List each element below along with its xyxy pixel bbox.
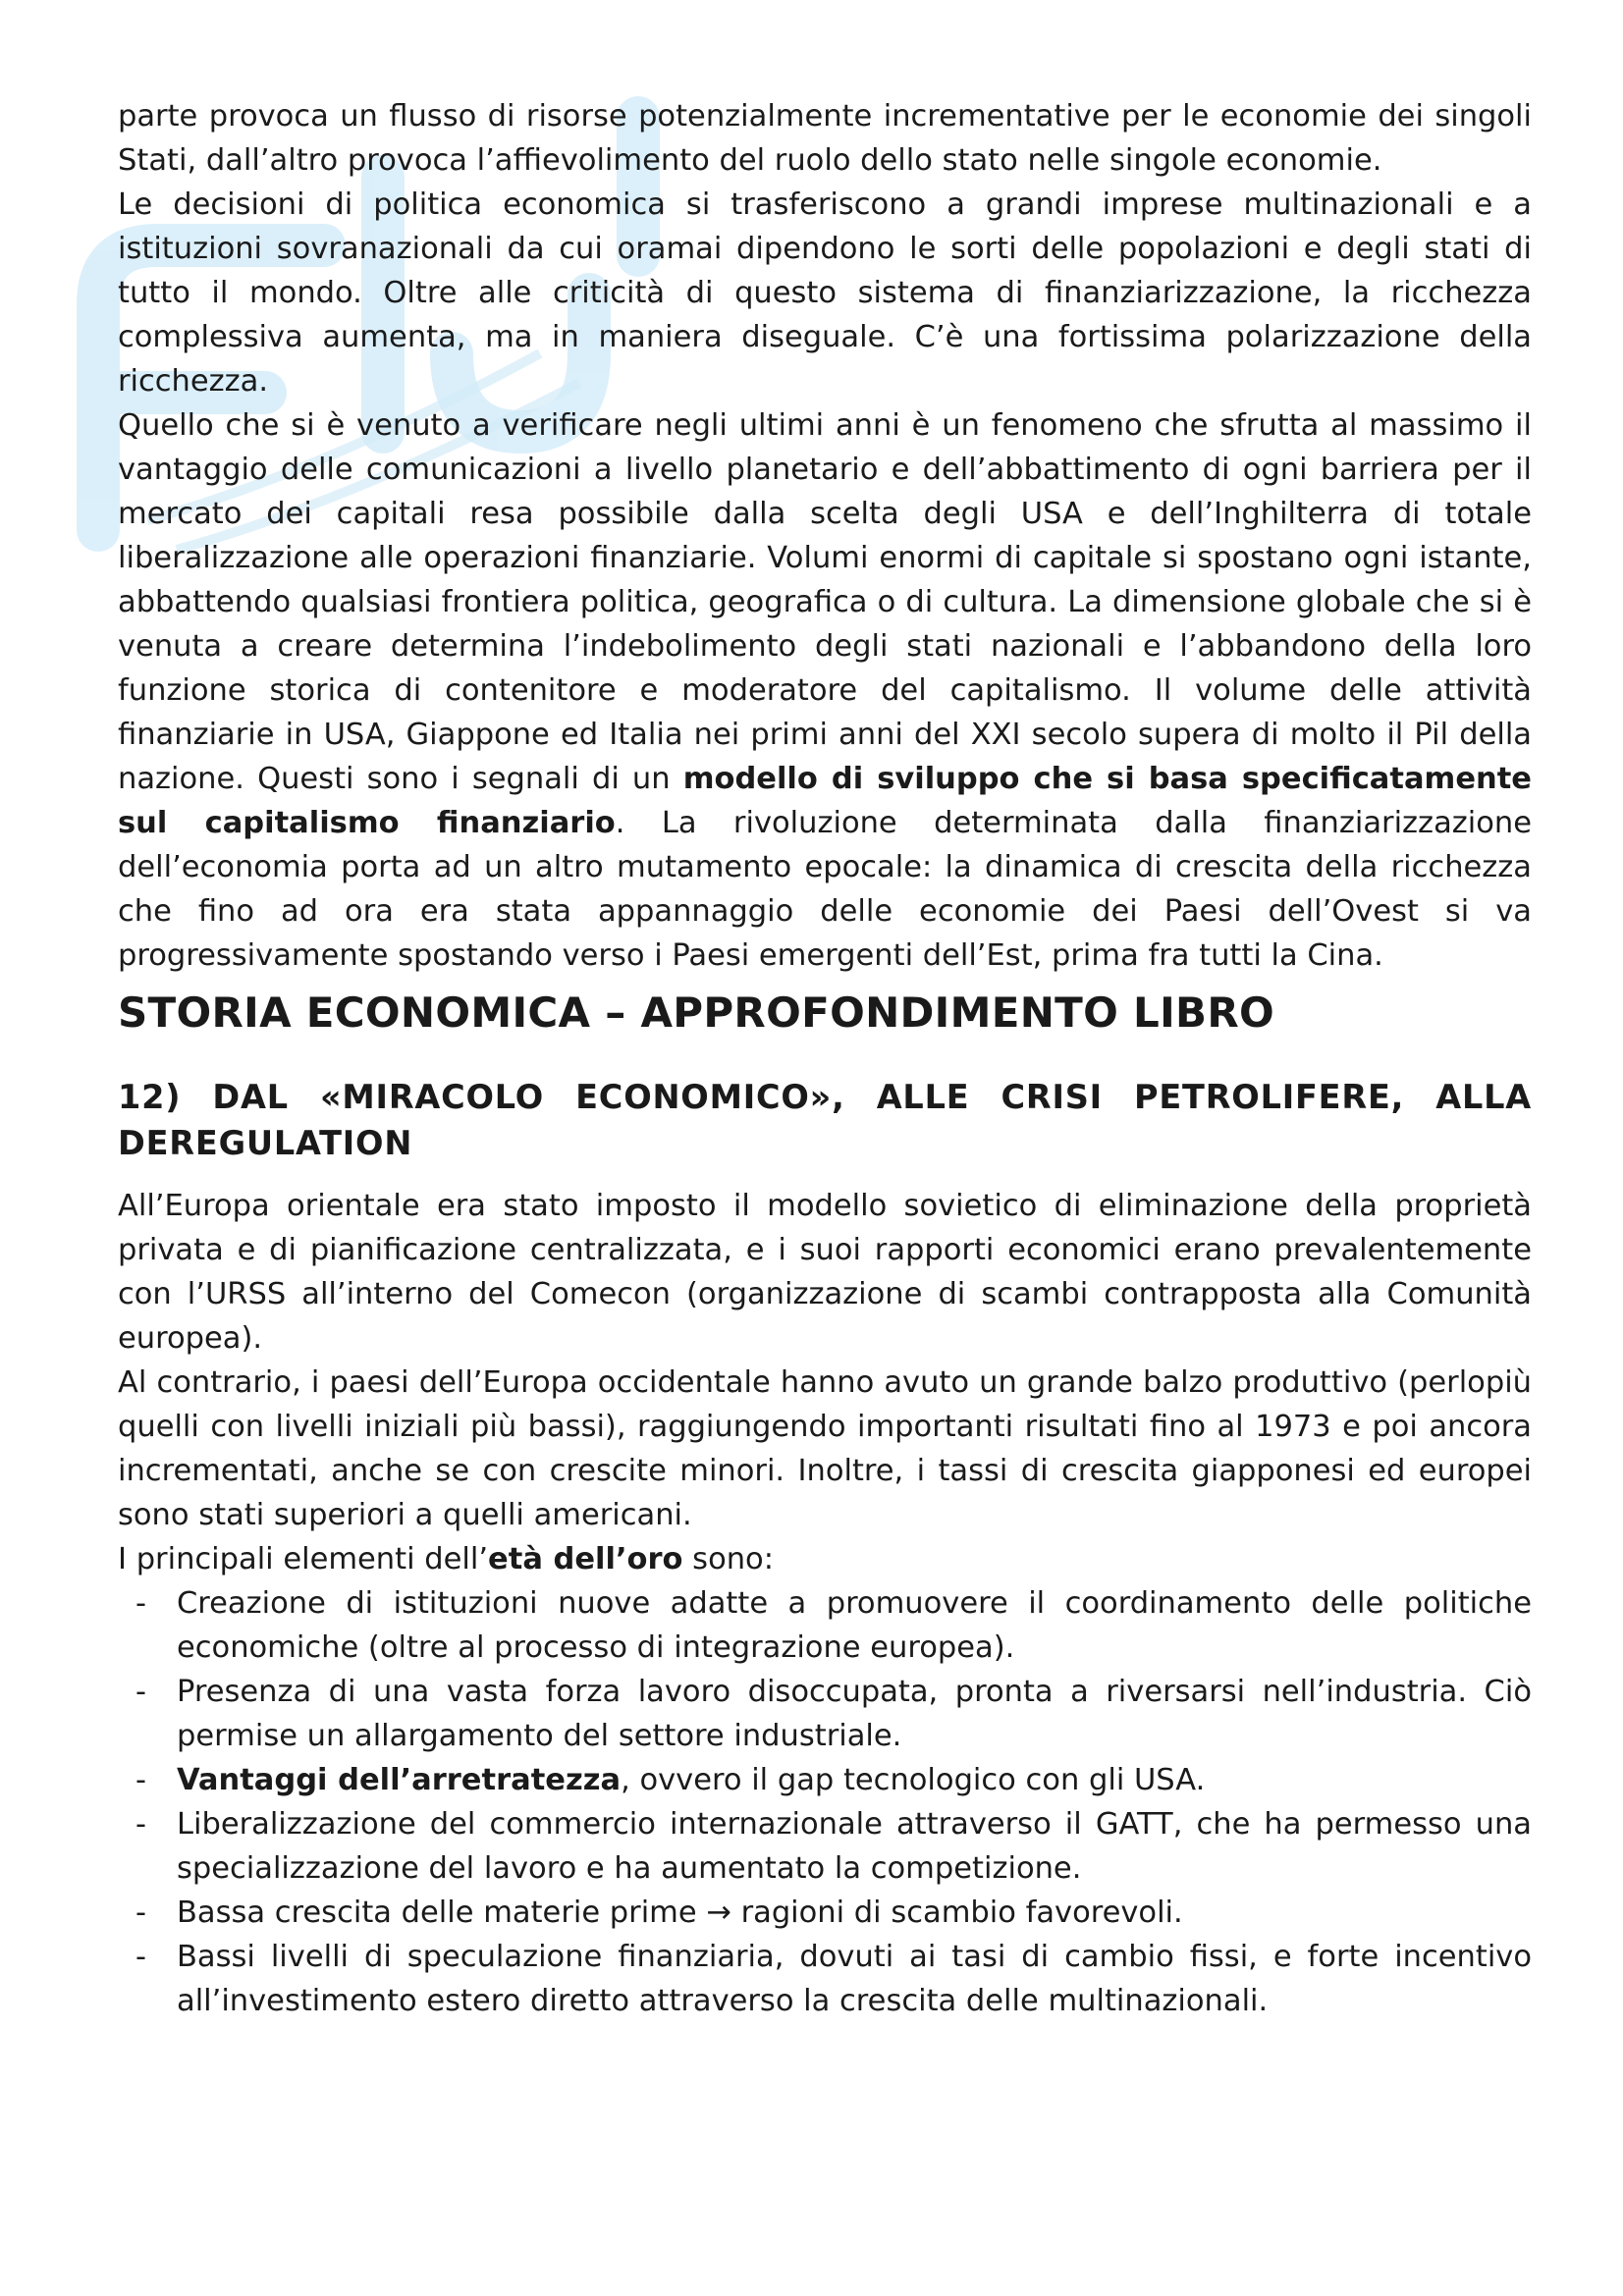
list-item-text: Liberalizzazione del commercio internazionale attraverso il GATT, che ha permesso una specializzazione del lavoro e ha aumentato la competizione. [177,1807,1532,1886]
list-item-text: Bassa crescita delle materie prime → ragioni di scambio favorevoli. [177,1896,1183,1930]
list-dash: - [135,1675,147,1709]
section-title: STORIA ECONOMICA – APPROFONDIMENTO LIBRO [118,988,1274,1037]
list-item [118,1891,1532,1935]
emphasis-text: età dell’oro [488,1542,683,1576]
list-item [118,1670,1532,1758]
golden-age-elements-list [118,1581,1532,2023]
list-dash: - [135,1763,147,1797]
list-item [118,1802,1532,1891]
list-intro-text: I principali elementi dell’ [118,1542,489,1576]
list-dash: - [135,1807,147,1842]
list-intro-text: sono: [682,1542,774,1576]
list-item [118,1758,1532,1802]
list-item-text: , ovvero il gap tecnologico con gli USA. [621,1763,1206,1797]
chapter-title: 12) DAL «MIRACOLO ECONOMICO», ALLE CRISI PETROLIFERE, ALLA DEREGULATION [118,1078,1532,1162]
list-item [118,1581,1532,1670]
list-dash: - [135,1940,147,1974]
paragraph: Al contrario, i paesi dell’Europa occidentale hanno avuto un grande balzo produttivo (perlopiù quelli con livelli iniziali più bassi), raggiungendo importanti risultati fino al 1973 e poi ancora incrementati, anche se con crescite minori. Inoltre, i tassi di crescita giapponesi ed europei sono stati superiori a quelli americani. [118,1365,1532,1532]
list-dash: - [135,1586,147,1621]
list-item-text: Presenza di una vasta forza lavoro disoccupata, pronta a riversarsi nell’industria. Ciò permise un allargamento del settore industriale. [177,1675,1532,1753]
emphasis-text: Vantaggi dell’arretratezza [177,1763,622,1797]
document-page [118,94,1532,2023]
paragraph-financial-capitalism [118,403,1532,978]
paragraph: All’Europa orientale era stato imposto il modello sovietico di eliminazione della proprietà privata e di pianificazione centralizzata, e i suoi rapporti economici erano prevalentemente con l’URSS all’interno del Comecon (organizzazione di scambi contrapposta alla Comunità europea). [118,1189,1532,1356]
emphasis-text: modello di sviluppo che si basa specificatamente sul capitalismo finanziario [118,762,1532,840]
list-item-text: Bassi livelli di speculazione finanziaria, dovuti ai tasi di cambio fissi, e forte incentivo all’investimento estero diretto attraverso la crescita delle multinazionali. [177,1940,1532,2018]
list-dash: - [135,1896,147,1930]
paragraph: Le decisioni di politica economica si trasferiscono a grandi imprese multinazionali e a istituzioni sovranazionali da cui oramai dipendono le sorti delle popolazioni e degli stati di tutto il mondo. Oltre alle criticità di questo sistema di finanziarizzazione, la ricchezza complessiva aumenta, ma in maniera diseguale. C’è una fortissima polarizzazione della ricchezza. [118,187,1532,399]
list-item [118,1935,1532,2023]
list-intro [118,1537,1532,1581]
paragraph-text: . La rivoluzione determinata dalla finanziarizzazione dell’economia porta ad un altro mutamento epocale: la dinamica di crescita della ricchezza che fino ad ora era stata appannaggio delle economie dei Paesi dell’Ovest si va progressivamente spostando verso i Paesi emergenti dell’Est, prima fra tutti la Cina. [118,806,1533,973]
list-item-text: Creazione di istituzioni nuove adatte a promuovere il coordinamento delle politiche economiche (oltre al processo di integrazione europea). [177,1586,1532,1665]
paragraph-text: Quello che si è venuto a verificare negli ultimi anni è un fenomeno che sfrutta al massimo il vantaggio delle comunicazioni a livello planetario e dell’abbattimento di ogni barriera per il mercato dei capitali resa possibile dalla scelta degli USA e dell’Inghilterra di totale liberalizzazione alle operazioni finanziarie. Volumi enormi di capitale si spostano ogni istante, abbattendo qualsiasi frontiera politica, geografica o di cultura. La dimensione globale che si è venuta a creare determina l’indebolimento degli stati nazionali e l’abbandono della loro funzione storica di contenitore e moderatore del capitalismo. Il volume delle attività finanziarie in USA, Giappone ed Italia nei primi anni del XXI secolo supera di molto il Pil della nazione. Questi sono i segnali di un [118,408,1532,796]
paragraph: parte provoca un flusso di risorse potenzialmente incrementative per le economie dei singoli Stati, dall’altro provoca l’affievolimento del ruolo dello stato nelle singole economie. [118,99,1532,178]
